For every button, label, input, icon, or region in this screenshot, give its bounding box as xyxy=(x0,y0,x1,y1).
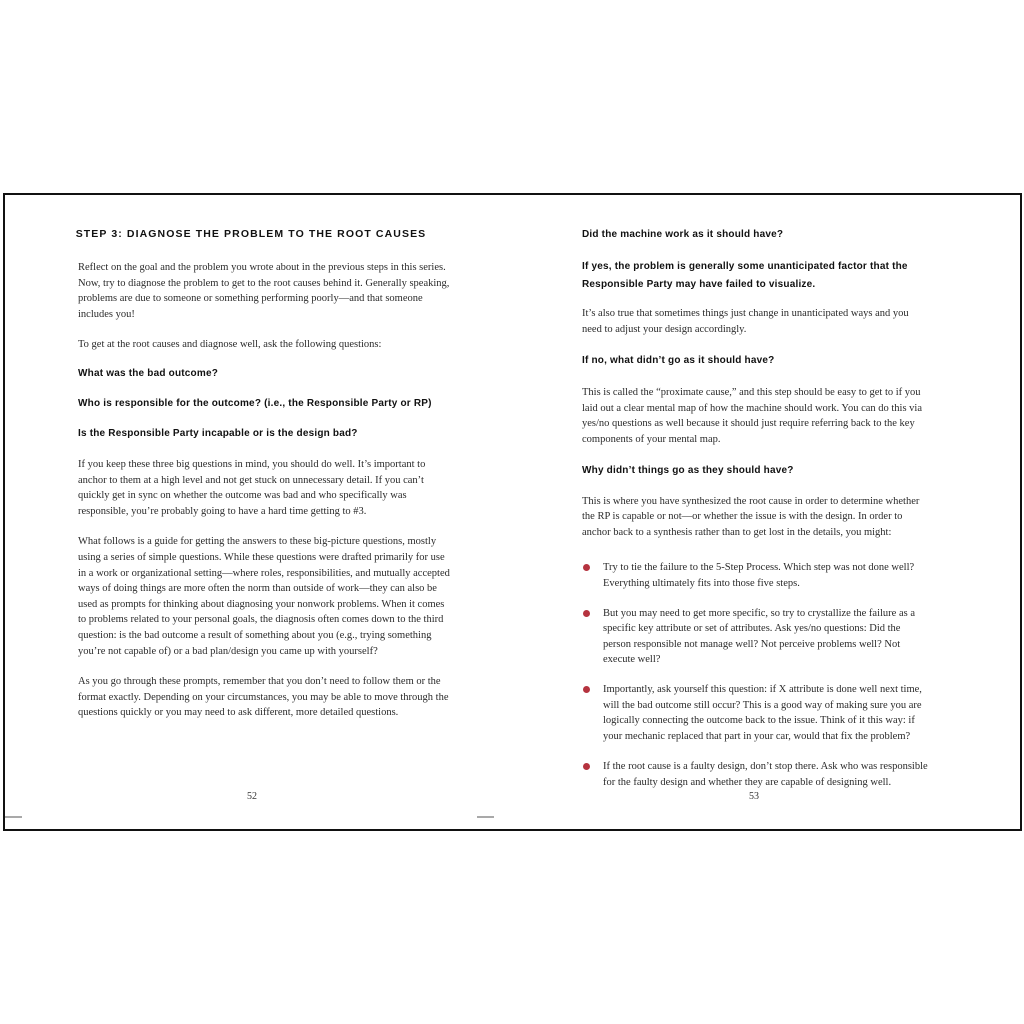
list-item xyxy=(582,606,930,668)
bold-statement-if-yes: If yes, the problem is generally some unanticipated factor that the Responsible Party may have failed to visualize. xyxy=(582,261,908,290)
bold-question-if-no: If no, what didn’t go as it should have? xyxy=(582,355,775,367)
list-item xyxy=(582,560,930,591)
bullet-list xyxy=(582,560,930,790)
bold-question-machine-work: Did the machine work as it should have? xyxy=(582,229,784,240)
paragraph-guide: What follows is a guide for getting the answers to these big-picture questions, mostly using a series of simple questions. While these questions were drafted primarily for use in a work or organizational setting—where roles, responsibilities, and mutually accepted ways of doing things are more often the norm than outside of work—they can also be used as prompts for thinking about diagnosing your nonwork problems. When it comes to problems related to your personal goals, the diagnosis often comes down to the third question: is the bad outcome a result of something about you (e.g., trying something you’re not capable of) or a bad plan/design you came up with yourself? xyxy=(78,536,450,657)
list-item xyxy=(582,759,930,790)
bullet-dot-icon xyxy=(583,564,590,571)
paragraph-unanticipated: It’s also true that sometimes things just change in unanticipated ways and you need to adjust your design accordingly. xyxy=(582,308,909,335)
fold-mark xyxy=(477,816,494,818)
paragraph-synthesis: This is where you have synthesized the root cause in order to determine whether the RP is capable or not—or whether the issue is with the design. In order to anchor back to a synthesis rather than to get lost in the details, you might: xyxy=(582,495,920,538)
bold-question-responsible-party: Who is responsible for the outcome? (i.e., the Responsible Party or RP) xyxy=(78,397,432,409)
page-number: 53 xyxy=(749,791,759,802)
bold-question-why-didnt: Why didn’t things go as they should have? xyxy=(582,464,794,476)
page-number: 52 xyxy=(247,791,257,802)
bullet-dot-icon xyxy=(583,686,590,693)
fold-mark xyxy=(5,816,22,818)
bold-question-bad-outcome: What was the bad outcome? xyxy=(78,367,219,379)
paragraph-prompts: As you go through these prompts, remember that you don’t need to follow them or the format exactly. Depending on your circumstances, you may be able to move through the questions quickly or you may need to ask different, more detailed questions. xyxy=(78,676,449,719)
list-item xyxy=(582,682,930,744)
page-right xyxy=(582,228,930,804)
paragraph-three-questions: If you keep these three big questions in mind, you should do well. It’s important to anchor to them at a high level and not get stuck on unnecessary detail. If you can’t quickly get in sync on whether the outcome was bad and who specifically was responsible, you’re probably going to have a hard time getting to #3. xyxy=(78,458,426,517)
paragraph-lead-in: To get at the root causes and diagnose well, ask the following questions: xyxy=(78,339,382,351)
paragraph-intro: Reflect on the goal and the problem you wrote about in the previous steps in this series. Now, try to diagnose the problem to get to the root causes behind it. Generally speaking, problems are due to someone or something performing poorly—and that someone includes you! xyxy=(78,262,450,320)
list-item-text: Try to tie the failure to the 5-Step Process. Which step was not done well? Everything ultimately fits into those five steps. xyxy=(603,562,915,589)
book-spread xyxy=(3,193,1022,831)
bullet-dot-icon xyxy=(583,610,590,617)
paragraph-proximate-cause: This is called the “proximate cause,” and this step should be easy to get to if you laid out a clear mental map of how the machine should work. You can do this via yes/no questions as well because it should just require referring back to the key components of your mental map. xyxy=(582,387,923,445)
bold-question-incapable-or-design: Is the Responsible Party incapable or is the design bad? xyxy=(78,427,358,439)
list-item-text: But you may need to get more specific, so try to crystallize the failure as a specific key attribute or set of attributes. Ask yes/no questions: Did the person responsible not manage well? Not perceive problems well? Not execute well? xyxy=(603,607,915,666)
bullet-dot-icon xyxy=(583,763,590,770)
list-item-text: Importantly, ask yourself this question: if X attribute is done well next time, will the bad outcome still occur? This is a good way of making sure you are logically connecting the outcome back to the issue. Think of it this way: if your mechanic replaced that part in your car, would that fix the problem? xyxy=(603,683,922,742)
list-item-text: If the root cause is a faulty design, don’t stop there. Ask who was responsible for the faulty design and whether they are capable of designing well. xyxy=(603,761,928,788)
chapter-title: STEP 3: DIAGNOSE THE PROBLEM TO THE ROOT CAUSES xyxy=(75,228,427,240)
page-left xyxy=(75,228,450,736)
